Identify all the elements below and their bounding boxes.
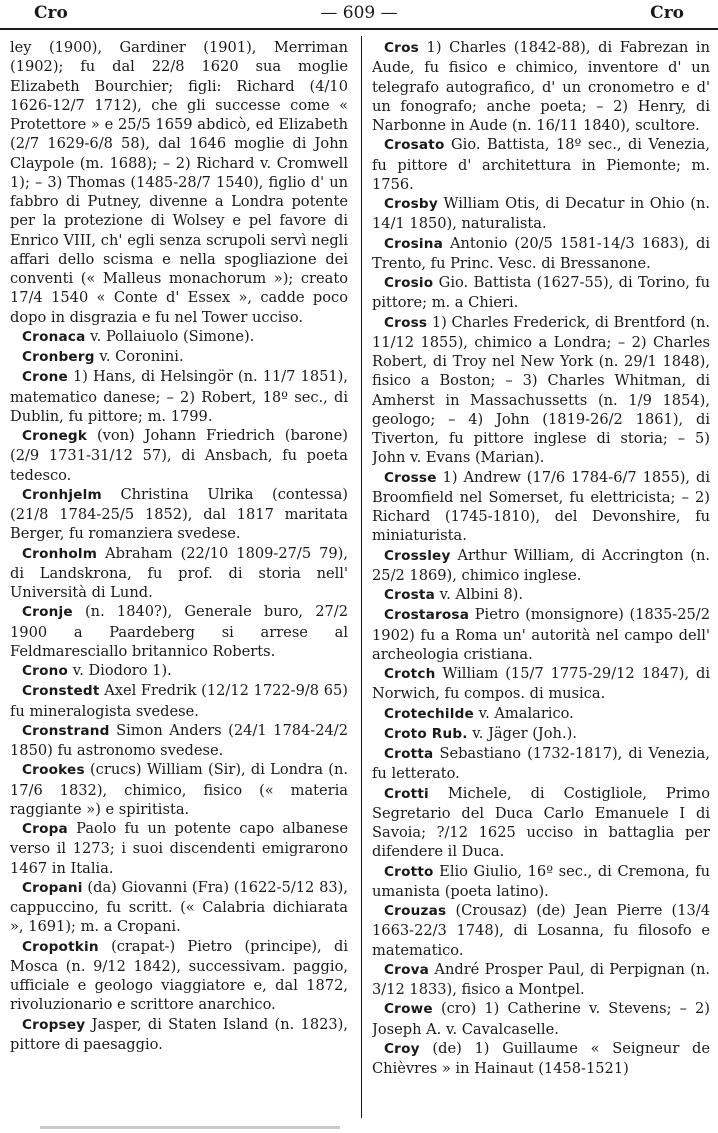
- column-divider: [361, 36, 362, 1118]
- next-page-edge: [0, 1122, 718, 1133]
- entry-headword: Crosio: [384, 275, 434, 291]
- dictionary-entry: [10, 721, 348, 761]
- dictionary-entry: [372, 960, 710, 1000]
- dictionary-entry: [10, 681, 348, 721]
- dictionary-entry: [372, 862, 710, 902]
- dictionary-entry: [10, 327, 348, 347]
- right-column: [372, 38, 710, 1120]
- entry-headword: Crossley: [384, 547, 451, 564]
- entry-headword: Cropsey: [22, 1016, 86, 1033]
- dictionary-entry: [10, 367, 348, 426]
- dictionary-entry: [10, 661, 348, 681]
- dictionary-entry: [372, 585, 710, 605]
- entry-headword: Cropani: [22, 879, 83, 896]
- entry-text: Arthur William, di Accrington (n. 25/2 1869), chimico inglese.: [372, 546, 710, 584]
- dictionary-entry: [10, 544, 348, 603]
- entry-text: Simon Anders (24/1 1784-24/2 1850) fu astronomo svedese.: [10, 721, 348, 759]
- entry-text: Abraham (22/10 1809-27/5 79), di Landskrona, fu prof. di storia nell' Università di Lund.: [10, 544, 348, 601]
- entry-headword: Crova: [384, 961, 430, 978]
- dictionary-entry: [372, 273, 710, 313]
- entry-text: (von) Johann Friedrich (barone) (2/9 1731-31/12 57), di Ansbach, fu poeta tedesco.: [10, 427, 348, 484]
- entry-headword: Crotti: [384, 785, 429, 802]
- entry-text: 1) Hans, di Helsingör (n. 11/7 1851), matematico danese; – 2) Robert, 18º sec., di Dublin, fu pittore; m. 1799.: [10, 368, 348, 425]
- entry-text: André Prosper Paul, di Perpignan (n. 3/12 1833), fisico a Montpel.: [372, 960, 710, 998]
- entry-text: Gio. Battista (1627-55), di Torino, fu pittore; m. a Chieri.: [372, 274, 710, 312]
- dictionary-entry: [372, 1039, 710, 1079]
- dictionary-entry: [372, 135, 710, 194]
- entry-headword: Cronegk: [22, 428, 88, 444]
- entry-headword: Crostarosa: [384, 607, 470, 624]
- dictionary-entry: [372, 468, 710, 546]
- entry-headword: Crosby: [384, 196, 438, 212]
- running-header: [0, 0, 718, 30]
- entry-text: Axel Fredrik (12/12 1722-9/8 65) fu mineralogista svedese.: [10, 682, 348, 720]
- entry-headword: Crotch: [384, 666, 436, 682]
- entry-headword: Cronstrand: [22, 722, 110, 739]
- entry-text: (da) Giovanni (Fra) (1622-5/12 83), cappuccino, fu scritt. (« Calabria dichiarata », 1691); m. a Cropani.: [10, 878, 348, 936]
- entry-headword: Crotechilde: [384, 705, 474, 722]
- entry-headword: Cronje: [22, 604, 73, 621]
- entry-headword: Cros: [384, 40, 419, 56]
- entry-text: ley (1900), Gardiner (1901), Merriman (1902); fu dal 22/8 1620 sua moglie Elizabeth Bourchier; figli: Richard (4/10 1626-12/7 1712), che gli successe come « Protettore » e 25/5 1659 abdicò, ed Elizabeth (2/7 1629-6/8 58), dal 1646 moglie di John Claypole (m. 1688); – 2) Richard v. Cromwell 1); – 3) Thomas (1485-28/7 1540), figlio d' un fabbro di Putney, divenne a Londra potente per la protezione di Wolsey e pel favore di Enrico VIII, ch' egli senza scrupoli servì negli affari dello scisma e nella spogliazione dei conventi (« Malleus monachorum »); creato 17/4 1540 « Conte d' Essex », cadde poco dopo in disgrazia e fu nel Tower ucciso.: [10, 39, 348, 326]
- entry-text: (cro) 1) Catherine v. Stevens; – 2) Joseph A. v. Cavalcaselle.: [372, 1000, 710, 1038]
- entry-headword: Crotta: [384, 746, 434, 762]
- page-number: — 609 —: [320, 3, 398, 23]
- entry-text: Paolo fu un potente capo albanese verso il 1273; i suoi discendenti emigrarono 1467 in Italia.: [10, 820, 348, 877]
- entry-headword: Cronstedt: [22, 683, 100, 700]
- dictionary-entry: [10, 1015, 348, 1055]
- dictionary-entry: [372, 194, 710, 234]
- header-right-headword: Cro: [650, 3, 684, 23]
- entry-headword: Crowe: [384, 1001, 433, 1018]
- entry-text: Sebastiano (1732-1817), di Venezia, fu letterato.: [372, 745, 710, 783]
- dictionary-entry: [372, 999, 710, 1039]
- entry-text: Christina Ulrika (contessa) (21/8 1784-25/5 1852), dal 1817 maritata Berger, fu romanziera svedese.: [10, 485, 348, 543]
- entry-headword: Cropa: [22, 821, 68, 837]
- dictionary-entry: [10, 760, 348, 819]
- entry-text: 1) Charles Frederick, di Brentford (n. 11/12 1855), chimico a Londra; – 2) Charles Robert, di Troy nel New York (n. 29/1 1848), fisico a Boston; – 3) Charles Whitman, di Amherst in Massachussetts (n. 1/9 1854), geologo; – 4) John (1819-26/2 1861), di Tiverton, fu pittore inglese di storia; – 5) John v. Evans (Marian).: [372, 313, 710, 467]
- entry-text: Gio. Battista, 18º sec., di Venezia, fu pittore d' architettura in Piemonte; m. 1756.: [372, 136, 710, 193]
- dictionary-entry: [372, 901, 710, 960]
- dictionary-entry: [10, 347, 348, 367]
- entry-headword: Crosta: [384, 587, 435, 603]
- dictionary-entry: [372, 605, 710, 664]
- dictionary-entry: [372, 744, 710, 784]
- dictionary-entry: [10, 602, 348, 661]
- dictionary-entry: [10, 819, 348, 878]
- entry-headword: Cronhjelm: [22, 486, 102, 503]
- dictionary-entry: [372, 664, 710, 704]
- entry-headword: Cronaca: [22, 328, 86, 345]
- entry-headword: Crouzas: [384, 903, 447, 919]
- entry-text: (crapat-) Pietro (principe), di Mosca (n. 9/12 1842), successivam. paggio, ufficiale e geologo viaggiatore e, dal 1872, rivoluzionario e scrittore anarchico.: [10, 937, 348, 1014]
- entry-text: (de) 1) Guillaume « Seigneur de Chièvres » in Hainaut (1458-1521): [372, 1039, 710, 1077]
- dictionary-entry: [372, 724, 710, 744]
- dictionary-entry: [372, 38, 710, 135]
- entry-text: William Otis, di Decatur in Ohio (n. 14/1 1850), naturalista.: [372, 195, 710, 233]
- entry-text: (Crousaz) (de) Jean Pierre (13/4 1663-22/3 1748), di Losanna, fu filosofo e matematico.: [372, 902, 710, 959]
- entry-text: Jasper, di Staten Island (n. 1823), pittore di paesaggio.: [10, 1015, 348, 1053]
- entry-headword: Crookes: [22, 762, 85, 779]
- dictionary-entry: [372, 313, 710, 468]
- entry-text: v. Amalarico.: [478, 704, 574, 722]
- entry-headword: Croy: [384, 1040, 420, 1057]
- dictionary-entry: [10, 937, 348, 1015]
- dictionary-entry: [372, 546, 710, 586]
- entry-text: v. Coronini.: [99, 348, 184, 365]
- entry-text: Pietro (monsignore) (1835-25/2 1902) fu a Roma un' autorità nel campo dell' archeologia cristiana.: [372, 606, 710, 663]
- entry-headword: Crotto: [384, 863, 434, 880]
- entry-headword: Crosina: [384, 235, 444, 252]
- entry-text: (crucs) William (Sir), di Londra (n. 17/6 1832), chimico, fisico (« materia raggiante ») e spiritista.: [10, 761, 348, 818]
- entry-text: 1) Andrew (17/6 1784-6/7 1855), di Broomfield nel Somerset, fu elettricista; – 2) Richard (1745-1810), del Devonshire, fu miniaturista.: [372, 468, 710, 545]
- entry-headword: Crone: [22, 369, 68, 386]
- entry-text: v. Pollaiuolo (Simone).: [90, 327, 255, 345]
- entry-text: v. Diodoro 1).: [72, 662, 172, 679]
- entry-headword: Cropotkin: [22, 938, 99, 955]
- dictionary-entry: [10, 38, 348, 327]
- entry-text: 1) Charles (1842-88), di Fabrezan in Aude, fu fisico e chimico, inventore d' un telegrafo autografico, d' un cronometro e d' un fonografo; anche poeta; – 2) Henry, di Narbonne in Aude (n. 16/11 1840), scultore.: [372, 39, 710, 134]
- entry-text: v. Jäger (Joh.).: [472, 724, 577, 742]
- entry-text: v. Albini 8).: [439, 586, 523, 603]
- header-left-headword: Cro: [34, 3, 68, 23]
- dictionary-entry: [10, 485, 348, 544]
- entry-text: Elio Giulio, 16º sec., di Cremona, fu umanista (poeta latino).: [372, 862, 710, 900]
- dictionary-entry: [372, 784, 710, 862]
- dictionary-entry: [372, 704, 710, 724]
- dictionary-entry: [10, 426, 348, 485]
- entry-headword: Crono: [22, 663, 69, 679]
- entry-text: William (15/7 1775-29/12 1847), di Norwich, fu compos. di musica.: [372, 665, 710, 703]
- entry-headword: Cronberg: [22, 349, 95, 365]
- entry-text: Michele, di Costigliole, Primo Segretario del Duca Carlo Emanuele I di Savoia; ?/12 1625 ucciso in battaglia per difendere il Duca.: [372, 784, 710, 861]
- dictionary-entry: [372, 234, 710, 274]
- entry-text: Antonio (20/5 1581-14/3 1683), di Trento, fu Princ. Vesc. di Bressanone.: [372, 234, 710, 272]
- bleed-through-line: [40, 1126, 340, 1129]
- entry-headword: Crosato: [384, 137, 445, 154]
- entry-headword: Cross: [384, 314, 428, 331]
- entry-text: (n. 1840?), Generale buro, 27/2 1900 a Paardeberg si arrese al Feldmaresciallo britannico Roberts.: [10, 603, 348, 660]
- entry-headword: Crosse: [384, 469, 437, 486]
- entry-headword: Cronholm: [22, 545, 98, 562]
- dictionary-entry: [10, 878, 348, 937]
- entry-headword: Croto Rub.: [384, 725, 468, 742]
- left-column: [10, 38, 348, 1120]
